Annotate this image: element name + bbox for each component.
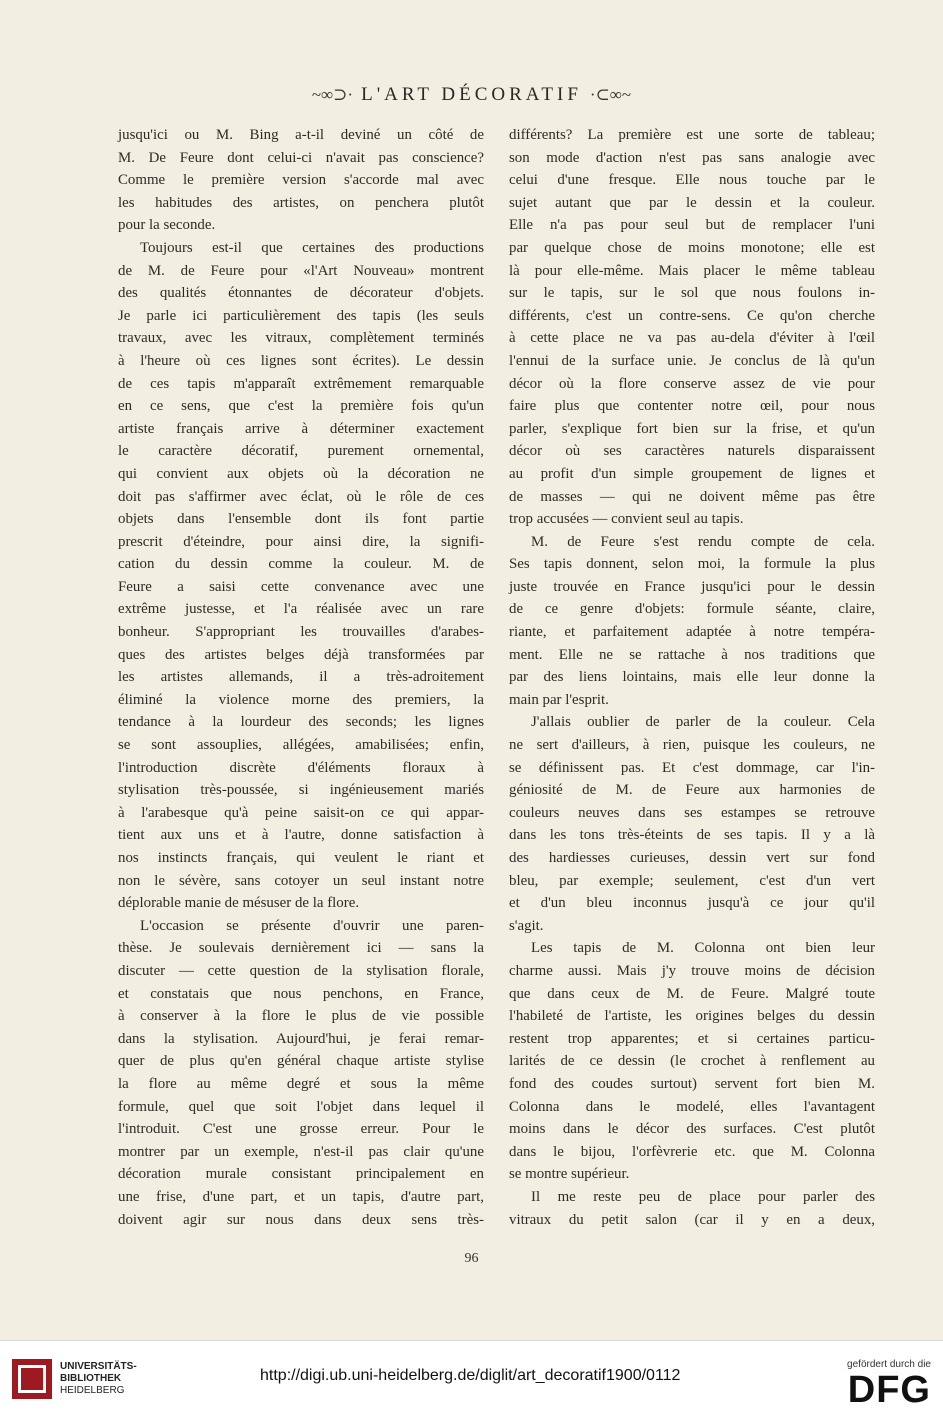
text-line: Elle n'a pas pour seul but de remplacer l'uni [509, 217, 875, 234]
running-header [0, 84, 943, 106]
dfg-wordmark: DFG [847, 1369, 931, 1411]
text-line: et constatais que nous penchons, en France, [118, 985, 484, 1002]
text-line: stylisation très-poussée, si ingénieusement mariés [118, 782, 484, 799]
dfg-caption: gefördert durch die [847, 1359, 931, 1370]
text-line: discuter — cette question de la stylisation florale, [118, 962, 484, 979]
paragraph [118, 124, 484, 237]
text-line: à conserver à la flore le plus de vie possible [118, 1008, 484, 1025]
text-line: dans le bijou, l'orfèvrerie etc. que M. Colonna [509, 1143, 875, 1160]
text-line: qui convient aux objets où la décoration ne [118, 465, 484, 482]
text-line: restent trop apparentes; et si certaines particu- [509, 1030, 875, 1047]
text-line: faire plus que contenter notre œil, pour nous [509, 398, 875, 415]
university-library-logo[interactable] [12, 1359, 137, 1399]
paragraph [118, 237, 484, 915]
text-line: moins dans le décor des surfaces. C'est plutôt [509, 1121, 875, 1138]
text-line: M. de Feure s'est rendu compte de cela. [531, 533, 875, 550]
text-line: vitraux du petit salon (car il y en a deux, [509, 1211, 875, 1228]
text-line: en ce sens, que c'est la première fois qu'un [118, 398, 484, 415]
text-line: travaux, avec les vitraux, complètement terminés [118, 330, 484, 347]
text-line: différents? La première est une sorte de tableau; [509, 127, 875, 143]
text-line: ques des artistes belges déjà transformées par [118, 646, 484, 663]
text-line: trop accusées — convient seul au tapis. [509, 511, 744, 528]
text-line: dans les tons très-éteints de ses tapis. Il y a là [509, 827, 875, 844]
text-line: décor où ses caractères naturels disparaissent [509, 443, 875, 460]
text-line: géniosité de M. de Feure aux harmonies de [509, 782, 875, 799]
text-line: charme aussi. Mais j'y trouve moins de décision [509, 962, 875, 979]
text-line: Comme le première version s'accorde mal avec [118, 172, 484, 189]
text-line: Les tapis de M. Colonna ont bien leur [531, 940, 875, 957]
text-line: l'habileté de l'artiste, les origines belges du dessin [509, 1008, 875, 1025]
paragraph [509, 937, 875, 1186]
text-line: thèse. Je soulevais dernièrement ici — sans la [118, 940, 484, 957]
text-line: de M. de Feure pour «l'Art Nouveau» montrent [118, 262, 484, 279]
text-line: bleu, par exemple; seulement, c'est d'un vert [509, 872, 875, 889]
text-line: déplorable manie de mésuser de la flore. [118, 895, 360, 912]
text-line: doivent agir sur nous dans deux sens très- [118, 1211, 484, 1228]
digitization-footer [0, 1340, 943, 1420]
text-line: J'allais oublier de parler de la couleur. Cela [531, 714, 875, 731]
text-line: quer de plus qu'en général chaque artiste stylise [118, 1053, 484, 1070]
text-line: par des liens lointains, mais elle leur donne la [509, 669, 875, 686]
text-line: la flore au même degré et sous la même [118, 1075, 484, 1092]
text-line: M. De Feure dont celui-ci n'avait pas conscience? [118, 149, 484, 166]
paragraph [509, 1186, 875, 1231]
text-line: parler, s'explique fort bien sur la frise, et qu'un [509, 420, 875, 437]
text-line: fond des coudes surtout) servent fort bien M. [509, 1075, 875, 1092]
paragraph [509, 531, 875, 712]
text-line: de masses — qui ne doivent même pas être [509, 488, 875, 505]
text-line: pour la seconde. [118, 217, 216, 234]
text-line: l'introduit. C'est une grosse erreur. Pour le [118, 1121, 484, 1138]
text-line: à l'arabesque qu'à peine saisit-on ce qui appar- [118, 804, 484, 821]
text-line: dans la stylisation. Aujourd'hui, je ferai remar- [118, 1030, 484, 1047]
text-line: artiste français arrive à déterminer exactement [118, 420, 484, 437]
text-line: bonheur. S'appropriant les trouvailles d'arabes- [118, 624, 484, 641]
text-line: son mode d'action n'est pas sans analogie avec [509, 149, 875, 166]
text-line: l'ennui de la surface unie. Je conclus de là qu'un [509, 352, 875, 369]
text-line: main par l'esprit. [509, 691, 609, 708]
text-line: à cette place ne va pas au-dela d'éviter à l'œil [509, 330, 875, 347]
text-line: s'agit. [509, 917, 544, 934]
text-line: Il me reste peu de place pour parler des [531, 1188, 875, 1205]
right-text-column [509, 124, 875, 1231]
text-line: doit pas s'affirmer avec éclat, où le rôle de ces [118, 488, 484, 505]
text-line: une frise, d'une part, et un tapis, d'autre part, [118, 1188, 484, 1205]
text-line: juste trouvée en France jusqu'ici pour le dessin [509, 578, 875, 595]
text-line: à l'heure où ces lignes sont écrites). Le dessin [118, 352, 484, 369]
text-line: montrer par un exemple, n'est-il pas clair qu'une [118, 1143, 484, 1160]
text-line: l'introduction discrète d'éléments floraux à [118, 759, 484, 776]
text-line: se montre supérieur. [509, 1166, 630, 1183]
paragraph [509, 711, 875, 937]
text-line: des hardiesses curieuses, dessin vert sur fond [509, 850, 875, 866]
permalink-url[interactable]: http://digi.ub.uni-heidelberg.de/diglit/art_decoratif1900/0112 [260, 1367, 681, 1384]
text-line: Je parle ici particulièrement des tapis (les seuls [118, 307, 484, 324]
text-line: décoration murale consistant principalement en [118, 1166, 484, 1183]
text-line: tient aux uns et à l'autre, donne satisfaction à [118, 827, 484, 844]
text-line: ment. Elle ne se rattache à nos traditions que [509, 646, 875, 663]
text-line: nos instincts français, qui veulent le riant et [118, 850, 484, 866]
text-line: éliminé la violence morne des premiers, la [118, 691, 484, 708]
text-line: tendance à la lourdeur des seconds; les lignes [118, 714, 484, 731]
text-line: se définissent pas. Et c'est dommage, car l'in- [509, 759, 875, 776]
text-line: les artistes allemands, il a très-adroitement [118, 669, 484, 686]
text-line: le caractère décoratif, purement ornemental, [118, 443, 484, 460]
text-line: L'occasion se présente d'ouvrir une paren- [140, 917, 484, 934]
library-name-line3: HEIDELBERG [60, 1385, 125, 1396]
text-line: celui d'une fresque. Elle nous touche par le [509, 172, 875, 189]
text-line: Feure a saisi cette convenance avec une [118, 578, 484, 595]
text-line: que dans ceux de M. de Feure. Malgré toute [509, 985, 875, 1002]
text-line: Toujours est-il que certaines des productions [140, 239, 484, 256]
text-line: extrême justesse, et l'a réalisée avec un rare [118, 601, 484, 618]
text-line: des qualités étonnantes de décorateur d'objets. [118, 285, 484, 302]
text-line: non le sévère, sans cotoyer un seul instant notre [118, 872, 484, 889]
text-line: ne sert d'ailleurs, à rien, puisque les couleurs, ne [509, 737, 875, 754]
text-line: riante, et parfaitement adaptée à notre tempéra- [509, 624, 875, 641]
text-line: objets dans l'ensemble dont ils font partie [118, 511, 484, 528]
text-line: Ses tapis donnent, selon moi, la formule la plus [509, 556, 875, 573]
text-line: de ce genre d'objets: formule séante, claire, [509, 601, 875, 618]
text-line: se sont assouplies, allégées, amabilisées; enfin, [118, 737, 484, 754]
library-name-line1: UNIVERSITÄTS- [60, 1361, 137, 1372]
dfg-logo[interactable] [847, 1359, 931, 1410]
paragraph [509, 124, 875, 531]
text-line: les habitudes des artistes, on penchera plutôt [118, 194, 484, 211]
text-line: cation du dessin comme la couleur. M. de [118, 556, 484, 573]
text-line: sur le tapis, sur le sol que nous foulons in- [509, 285, 875, 302]
university-seal-icon [12, 1359, 52, 1399]
text-line: couleurs neuves dans ses estampes se retrouve [509, 804, 875, 821]
text-line: jusqu'ici ou M. Bing a-t-il deviné un côté de [118, 127, 484, 143]
text-line: larités de ce dessin (le crochet à renflement au [509, 1053, 875, 1070]
text-line: formule, quel que soit l'objet dans lequel il [118, 1098, 484, 1115]
text-line: au profit d'un simple groupement de lignes et [509, 465, 875, 482]
left-text-column [118, 124, 484, 1231]
journal-title: L'ART DÉCORATIF [361, 84, 582, 105]
text-line: de ces tapis m'apparaît extrêmement remarquable [118, 375, 484, 392]
text-line: différents, c'est un contre-sens. Ce qu'on cherche [509, 307, 875, 324]
text-line: sujet autant que par le dessin et la couleur. [509, 194, 875, 211]
text-line: par quelque chose de moins monotone; elle est [509, 239, 875, 256]
paragraph [118, 915, 484, 1231]
ornament-right-icon: ·⊂∞~ [589, 85, 632, 104]
library-name-line2: BIBLIOTHEK [60, 1373, 122, 1384]
page-number: 96 [464, 1251, 479, 1266]
ornament-left-icon: ~∞⊃· [311, 85, 354, 104]
text-line: prescrit d'éteindre, pour ainsi dire, la signifi- [118, 533, 484, 550]
text-line: et d'un bleu inconnus jusqu'à ce jour qu'il [509, 895, 875, 912]
text-line: là pour elle-même. Mais placer le même tableau [509, 262, 875, 279]
text-line: décor où la flore conserve assez de vie pour [509, 375, 875, 392]
text-line: Colonna dans le modelé, elles l'avantagent [509, 1098, 875, 1115]
